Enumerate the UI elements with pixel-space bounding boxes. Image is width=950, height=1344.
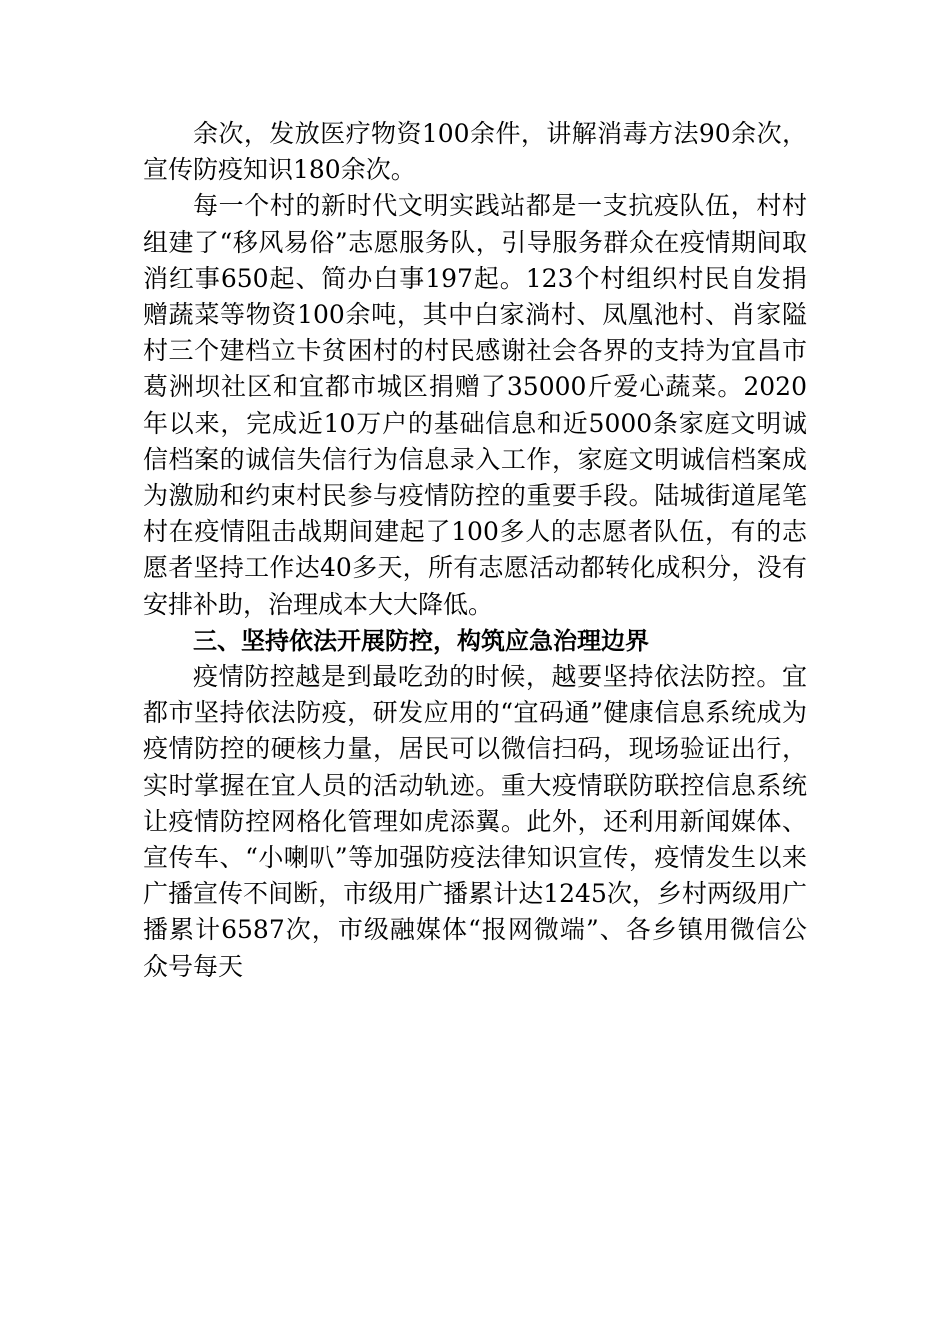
paragraph-law-based-prevention: 疫情防控越是到最吃劲的时候，越要坚持依法防控。宜都市坚持依法防疫，研发应用的“宜码通”健康信息系统成为疫情防控的硬核力量，居民可以微信扫码，现场验证出行，实时掌握在宜人员的活动轨迹。重大疫情联防联控信息系统让疫情防控网格化管理如虎添翼。此外，还利用新闻媒体、宣传车、“小喇叭”等加强防疫法律知识宣传，疫情发生以来广播宣传不间断，市级用广播累计达1245次，乡村两级用广播累计6587次，市级融媒体“报网微端”、各乡镇用微信公众号每天 — [143, 662, 807, 981]
paragraph-volunteer-teams: 每一个村的新时代文明实践站都是一支抗疫队伍，村村组建了“移风易俗”志愿服务队，引导服务群众在疫情期间取消红事650起、简办白事197起。123个村组织村民自发捐赠蔬菜等物资100余吨，其中白家淌村、凤凰池村、肖家隘村三个建档立卡贫困村的村民感谢社会各界的支持为宜昌市葛洲坝社区和宜都市城区捐赠了35000斤爱心蔬菜。2020年以来，完成近10万户的基础信息和近5000条家庭文明诚信档案的诚信失信行为信息录入工作，家庭文明诚信档案成为激励和约束村民参与疫情防控的重要手段。陆城街道尾笔村在疫情阻击战期间建起了100多人的志愿者队伍，有的志愿者坚持工作达40多天，所有志愿活动都转化成积分，没有安排补助，治理成本大大降低。 — [143, 191, 807, 619]
paragraph-continuation: 余次，发放医疗物资100余件，讲解消毒方法90余次，宣传防疫知识180余次。 — [143, 119, 807, 185]
document-body — [143, 116, 807, 985]
section-heading-3: 三、坚持依法开展防控，构筑应急治理边界 — [193, 626, 649, 655]
